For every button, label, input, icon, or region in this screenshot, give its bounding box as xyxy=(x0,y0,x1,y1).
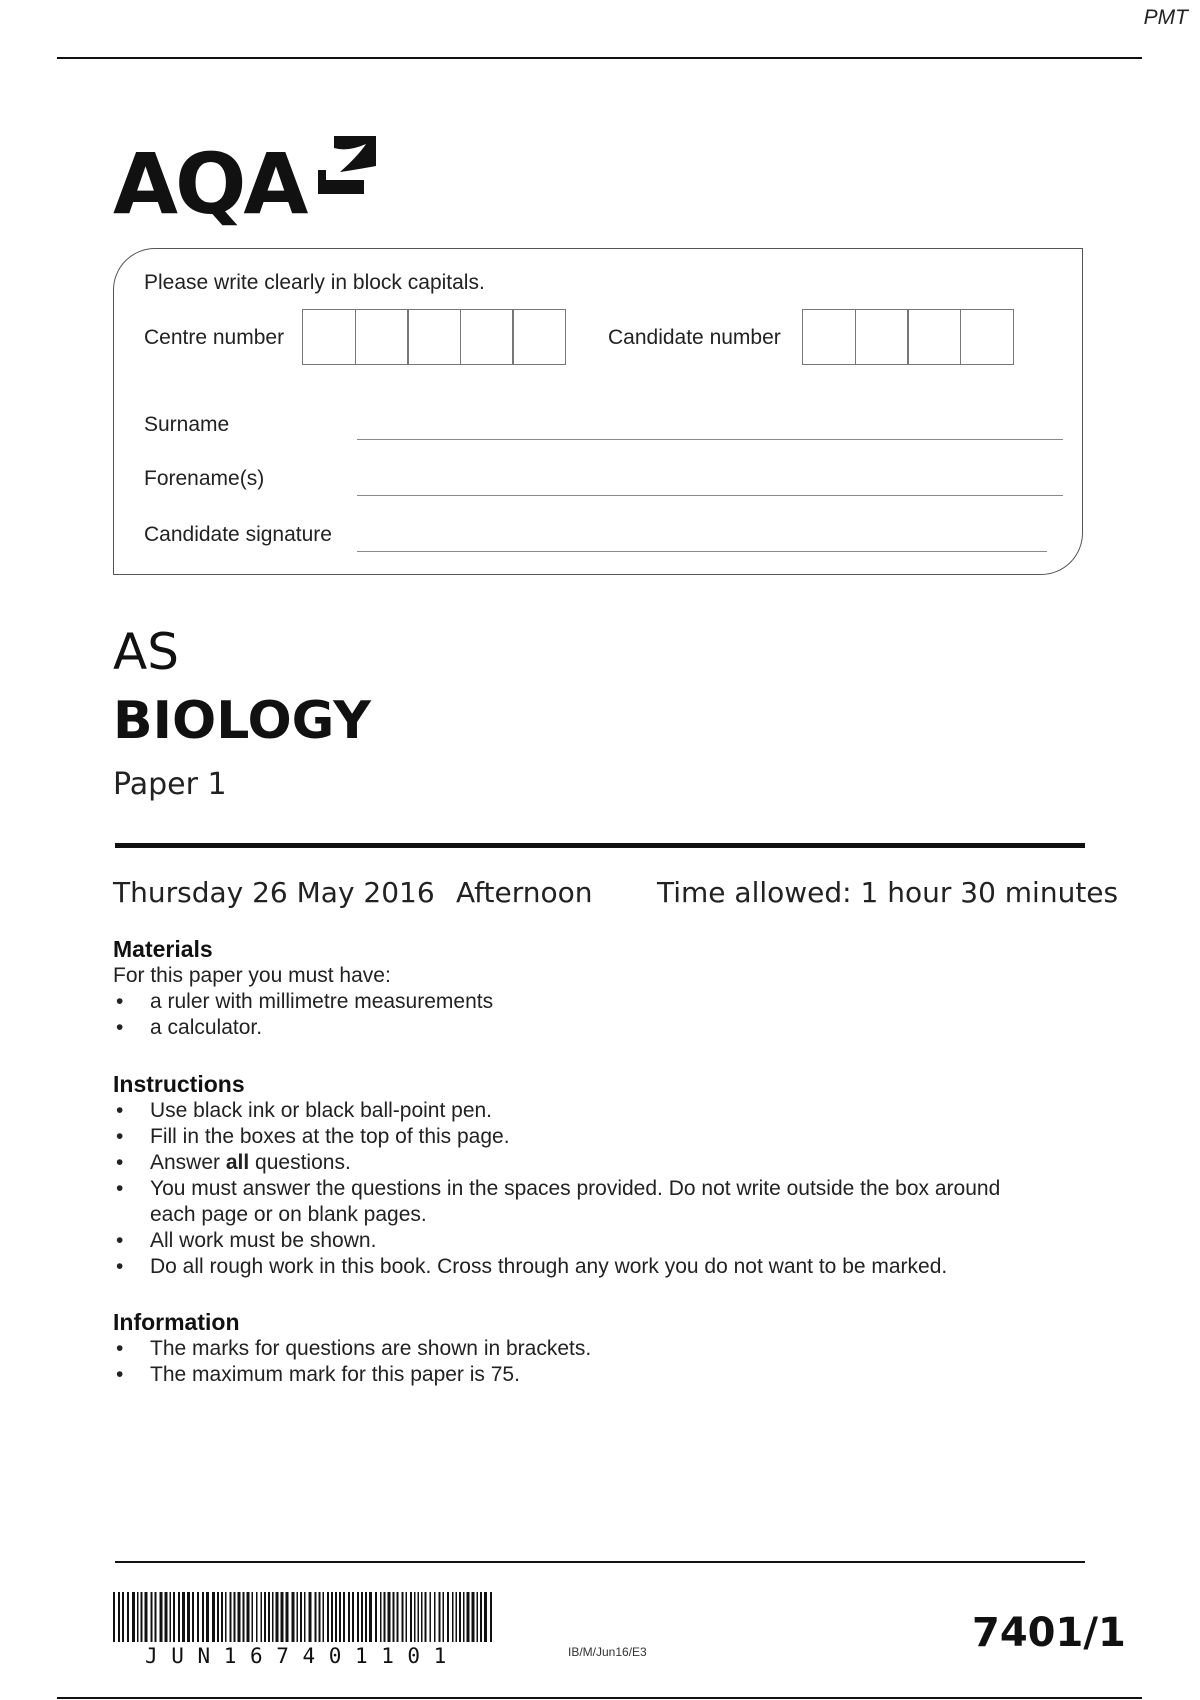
qualification-level: AS xyxy=(113,623,179,681)
corner-tag: PMT xyxy=(1143,6,1188,29)
barcode-digits: JUN167401101 xyxy=(145,1644,460,1668)
candidate-number-digit-box[interactable] xyxy=(960,309,1014,365)
list-item: • a calculator. xyxy=(113,1015,1093,1041)
list-item: • Use black ink or black ball-point pen. xyxy=(113,1098,1093,1124)
centre-number-boxes xyxy=(302,309,565,365)
signature-field[interactable] xyxy=(357,551,1047,552)
candidate-number-digit-box[interactable] xyxy=(802,309,856,365)
list-item-text: Answer xyxy=(150,1151,226,1174)
centre-number-digit-box[interactable] xyxy=(512,309,566,365)
forenames-label: Forename(s) xyxy=(144,467,265,490)
list-item-emphasis: all xyxy=(225,1151,250,1174)
candidate-number-label: Candidate number xyxy=(608,326,781,349)
forenames-field[interactable] xyxy=(357,495,1063,496)
instructions-section xyxy=(113,1070,1093,1280)
materials-intro: For this paper you must have: xyxy=(113,964,391,987)
list-item: • The marks for questions are shown in brackets. xyxy=(113,1336,1093,1362)
information-list xyxy=(113,1336,1093,1388)
materials-list xyxy=(113,989,1093,1041)
materials-section xyxy=(113,935,1093,1041)
paper-title: Paper 1 xyxy=(113,767,227,802)
list-item: • Do all rough work in this book. Cross through any work you do not want to be marked. xyxy=(113,1254,1093,1280)
list-item: • You must answer the questions in the spaces provided. Do not write outside the box around each page or on blank pages. xyxy=(113,1176,1093,1228)
centre-number-digit-box[interactable] xyxy=(460,309,514,365)
instructions-heading: Instructions xyxy=(113,1071,245,1097)
candidate-number-digit-box[interactable] xyxy=(855,309,909,365)
aqa-logo xyxy=(113,136,373,231)
aqa-logo-text: AQA xyxy=(113,135,306,233)
paper-reference: IB/M/Jun16/E3 xyxy=(568,1645,647,1659)
candidate-number-digit-box[interactable] xyxy=(907,309,961,365)
candidate-number-boxes xyxy=(802,309,1012,365)
surname-label: Surname xyxy=(144,413,230,436)
block-capitals-instruction: Please write clearly in block capitals. xyxy=(144,271,485,294)
time-allowed: Time allowed: 1 hour 30 minutes xyxy=(657,876,1119,909)
aqa-logo-mark-icon xyxy=(318,136,376,196)
exam-session: Afternoon xyxy=(456,876,593,909)
list-item: • Fill in the boxes at the top of this page. xyxy=(113,1124,1093,1150)
bottom-rule xyxy=(57,1697,1142,1699)
information-section xyxy=(113,1308,1093,1388)
list-item: • All work must be shown. xyxy=(113,1228,1093,1254)
surname-field[interactable] xyxy=(357,439,1063,440)
paper-code: 7401/1 xyxy=(972,1610,1126,1656)
centre-number-label: Centre number xyxy=(144,326,285,349)
centre-number-digit-box[interactable] xyxy=(302,309,356,365)
list-item xyxy=(113,1150,1093,1176)
candidate-details-box xyxy=(113,248,1083,575)
information-heading: Information xyxy=(113,1309,240,1335)
centre-number-digit-box[interactable] xyxy=(355,309,409,365)
exam-date: Thursday 26 May 2016 xyxy=(113,876,435,909)
top-rule xyxy=(57,57,1142,59)
materials-heading: Materials xyxy=(113,936,213,962)
instructions-list xyxy=(113,1098,1093,1280)
subject-title: BIOLOGY xyxy=(113,691,371,751)
centre-number-digit-box[interactable] xyxy=(407,309,461,365)
footer-rule xyxy=(115,1561,1085,1563)
list-item-text: questions. xyxy=(249,1151,351,1174)
list-item: • The maximum mark for this paper is 75. xyxy=(113,1362,1093,1388)
signature-label: Candidate signature xyxy=(144,523,332,546)
title-rule xyxy=(115,843,1085,848)
list-item: • a ruler with millimetre measurements xyxy=(113,989,1093,1015)
